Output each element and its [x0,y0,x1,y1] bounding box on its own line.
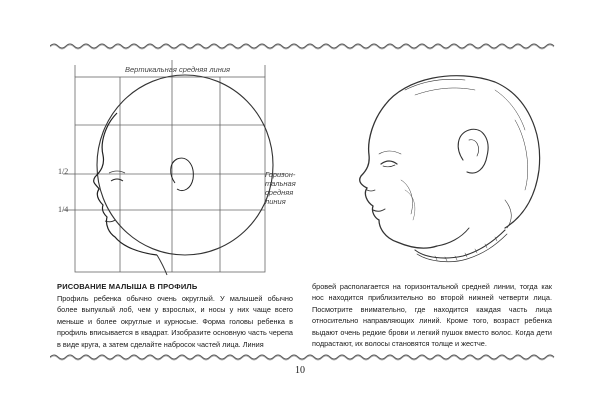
baby-profile-sketch [345,60,545,265]
fraction-quarter-label: 1/4 [58,205,69,214]
face-profile-outline [94,113,157,255]
paragraph: бровей располагается на горизонтальной средней линии, тогда как нос находится приблизительно во второй нижней четверти лица. Посмотрите внимательно, где находится каждая часть лица относительно направляющих линий. Кроме того, возраст ребенка выдают очень редкие брови и легкий пушок вместо волос. Когда дети подрастают, их волосы становятся толще и жестче. [312,282,552,349]
horizontal-midline-label [265,170,315,206]
eyebrow-sketch [109,171,125,173]
eye-sketch [111,179,123,181]
ear [458,129,488,173]
label-line: средняя [265,188,294,197]
eye [381,161,397,164]
decorative-wave-top [50,42,555,50]
face-profile [360,105,437,248]
skull-circle [97,75,273,255]
fraction-half-label: 1/2 [58,167,69,176]
construction-square [75,77,265,272]
decorative-wave-bottom [50,353,555,361]
head-outline [385,76,540,228]
paragraph: Профиль ребенка обычно очень округлый. У малышей обычно более выпуклый лоб, чем у взрослых, и носы у них чаще всего меньше и более округлые и курносые. Форма головы ребенка в профиль вписывается в квадрат. Изобразите основную часть черепа в виде круга, а затем сделайте набросок частей лица. Линия [57,294,293,349]
label-line: Горизон- [265,170,296,179]
head-profile-construction-diagram [45,55,310,280]
label-line: линия [265,197,286,206]
page-number: 10 [295,365,305,376]
section-heading: РИСОВАНИЕ МАЛЫША В ПРОФИЛЬ [57,282,198,291]
vertical-midline-label: Вертикальная средняя линия [125,65,231,74]
eyebrow [379,151,401,154]
collar [415,230,505,258]
body-text-right-column [312,281,552,349]
body-text-left-column [57,293,293,350]
label-line: тальная [265,179,296,188]
